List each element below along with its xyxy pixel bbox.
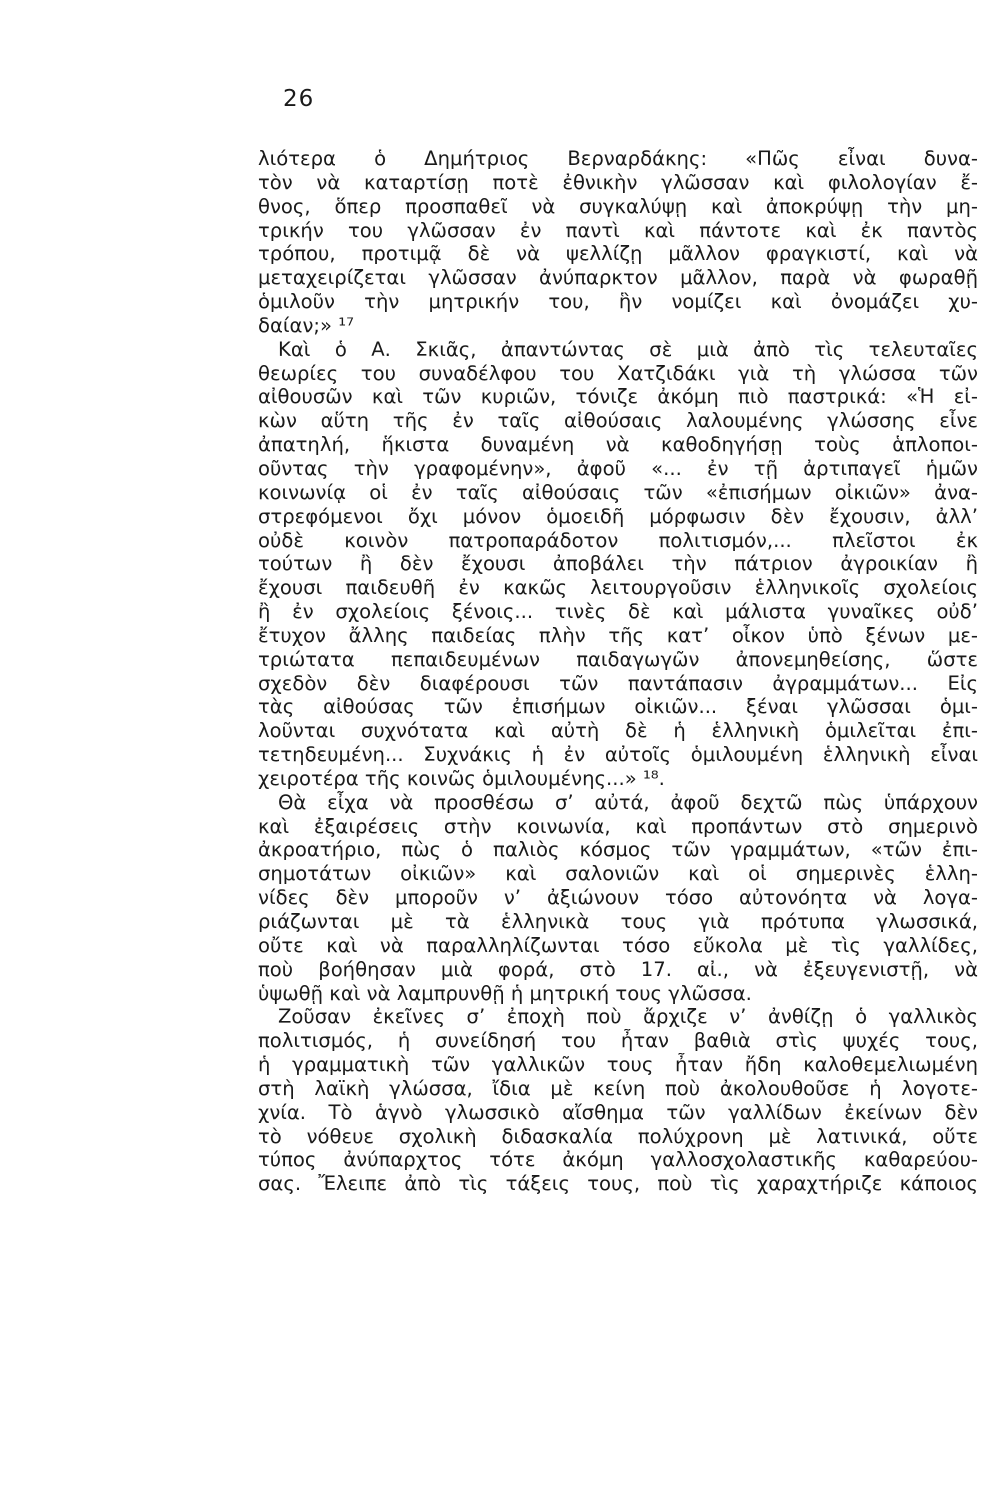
- text-line: ἀκροατήριο, πὼς ὁ παλιὸς κόσμος τῶν γραμμάτων, «τῶν ἐπι-: [258, 838, 978, 862]
- text-line: σχεδὸν δὲν διαφέρουσι τῶν παντάπασιν ἀγραμμάτων... Εἰς: [258, 671, 978, 695]
- text-line: χειροτέρα τῆς κοινῶς ὁμιλουμένης...» ¹⁸.: [258, 766, 665, 790]
- text-line: κοινωνίᾳ οἱ ἐν ταῖς αἰθούσαις τῶν «ἐπισήμων οἰκιῶν» ἀνα-: [258, 480, 978, 504]
- text-line: οὔτε καὶ νὰ παραλληλίζωνται τόσο εὔκολα μὲ τὶς γαλλίδες,: [258, 933, 978, 957]
- text-line: Καὶ ὁ Α. Σκιᾶς, ἀπαντώντας σὲ μιὰ ἀπὸ τὶς τελευταῖες: [278, 337, 978, 361]
- text-line: τὸν νὰ καταρτίσῃ ποτὲ ἐθνικὴν γλῶσσαν καὶ φιλολογίαν ἔ-: [258, 170, 978, 194]
- text-line: ὑψωθῇ καὶ νὰ λαμπρυνθῇ ἡ μητρική τους γλῶσσα.: [258, 981, 752, 1005]
- text-line: ἔτυχον ἄλλης παιδείας πλὴν τῆς κατ’ οἶκον ὑπὸ ξένων με-: [258, 623, 978, 647]
- body-text: [258, 147, 978, 1196]
- text-line: τρικήν του γλῶσσαν ἐν παντὶ καὶ πάντοτε καὶ ἐκ παντὸς: [258, 218, 978, 242]
- text-line: χνία. Τὸ ἁγνὸ γλωσσικὸ αἴσθημα τῶν γαλλίδων ἐκείνων δὲν: [258, 1100, 978, 1124]
- text-line: Ζοῦσαν ἐκεῖνες σ’ ἐποχὴ ποὺ ἄρχιζε ν’ ἀνθίζῃ ὁ γαλλικὸς: [278, 1005, 978, 1029]
- text-line: αἰθουσῶν καὶ τῶν κυριῶν, τόνιζε ἀκόμη πιὸ παστρικά: «Ἡ εἰ-: [258, 385, 978, 409]
- text-line: θνος, ὅπερ προσπαθεῖ νὰ συγκαλύψῃ καὶ ἀποκρύψῃ τὴν μη-: [258, 194, 978, 218]
- page-number: 26: [283, 86, 315, 112]
- text-line: καὶ ἐξαιρέσεις στὴν κοινωνία, καὶ προπάντων στὸ σημερινὸ: [258, 814, 978, 838]
- text-line: τὰς αἰθούσας τῶν ἐπισήμων οἰκιῶν... ξέναι γλῶσσαι ὁμι-: [258, 695, 978, 719]
- text-line: θεωρίες του συναδέλφου του Χατζιδάκι γιὰ τὴ γλώσσα τῶν: [258, 361, 978, 385]
- text-line: κὼν αὕτη τῆς ἐν ταῖς αἰθούσαις λαλουμένης γλώσσης εἶνε: [258, 409, 978, 433]
- text-line: λοῦνται συχνότατα καὶ αὐτὴ δὲ ἡ ἑλληνικὴ ὁμιλεῖται ἐπι-: [258, 719, 978, 743]
- text-line: σας. Ἔλειπε ἀπὸ τὶς τάξεις τους, ποὺ τὶς χαραχτήριζε κάποιος: [258, 1172, 978, 1196]
- text-line: δαίαν;» ¹⁷: [258, 313, 354, 337]
- text-line: οῦντας τὴν γραφομένην», ἀφοῦ «... ἐν τῇ ἀρτιπαγεῖ ἡμῶν: [258, 456, 978, 480]
- text-line: τρόπου, προτιμᾷ δὲ νὰ ψελλίζῃ μᾶλλον φραγκιστί, καὶ νὰ: [258, 242, 978, 266]
- text-line: Θὰ εἶχα νὰ προσθέσω σ’ αὐτά, ἀφοῦ δεχτῶ πὼς ὑπάρχουν: [278, 790, 978, 814]
- text-line: ἢ ἐν σχολείοις ξένοις... τινὲς δὲ καὶ μάλιστα γυναῖκες οὐδ’: [258, 600, 978, 624]
- text-line: τετηδευμένη... Συχνάκις ἡ ἐν αὐτοῖς ὁμιλουμένη ἑλληνικὴ εἶναι: [258, 743, 978, 767]
- text-line: τριώτατα πεπαιδευμένων παιδαγωγῶν ἀπονεμηθείσης, ὥστε: [258, 647, 978, 671]
- text-line: τούτων ἢ δὲν ἔχουσι ἀποβάλει τὴν πάτριον ἀγροικίαν ἢ: [258, 552, 978, 576]
- text-line: τὸ νόθευε σχολικὴ διδασκαλία πολύχρονη μὲ λατινικά, οὔτε: [258, 1124, 978, 1148]
- text-line: ὁμιλοῦν τὴν μητρικήν του, ἣν νομίζει καὶ ὀνομάζει χυ-: [258, 290, 978, 314]
- text-line: ριάζωνται μὲ τὰ ἑλληνικὰ τους γιὰ πρότυπα γλωσσικά,: [258, 910, 978, 933]
- text-line: μεταχειρίζεται γλῶσσαν ἀνύπαρκτον μᾶλλον, παρὰ νὰ φωραθῇ: [258, 266, 978, 290]
- text-line: ἔχουσι παιδευθῆ ἐν κακῶς λειτουργοῦσιν ἑλληνικοῖς σχολείοις: [258, 576, 978, 600]
- text-line: οὐδὲ κοινὸν πατροπαράδοτον πολιτισμόν,... πλεῖστοι ἐκ: [258, 528, 978, 552]
- text-line: ἡ γραμματικὴ τῶν γαλλικῶν τους ἦταν ἤδη καλοθεμελιωμένη: [258, 1053, 978, 1077]
- text-line: ἀπατηλή, ἥκιστα δυναμένη νὰ καθοδηγήσῃ τοὺς ἁπλοποι-: [258, 433, 978, 457]
- text-line: λιότερα ὁ Δημήτριος Βερναρδάκης: «Πῶς εἶναι δυνα-: [258, 147, 978, 170]
- text-line: στὴ λαϊκὴ γλώσσα, ἴδια μὲ κείνη ποὺ ἀκολουθοῦσε ἡ λογοτε-: [258, 1076, 978, 1100]
- text-line: σημοτάτων οἰκιῶν» καὶ σαλονιῶν καὶ οἱ σημερινὲς ἑλλη-: [258, 862, 978, 886]
- text-line: τύπος ἀνύπαρχτος τότε ἀκόμη γαλλοσχολαστικῆς καθαρεύου-: [258, 1148, 978, 1172]
- text-line: στρεφόμενοι ὄχι μόνον ὁμοειδῆ μόρφωσιν δὲν ἔχουσιν, ἀλλ’: [258, 504, 978, 528]
- text-line: νίδες δὲν μποροῦν ν’ ἀξιώνουν τόσο αὐτονόητα νὰ λογα-: [258, 886, 978, 910]
- text-line: ποὺ βοήθησαν μιὰ φορά, στὸ 17. αἰ., νὰ ἐξευγενιστῇ, νὰ: [258, 957, 978, 981]
- text-line: πολιτισμός, ἡ συνείδησή του ἦταν βαθιὰ στὶς ψυχές τους,: [258, 1029, 978, 1053]
